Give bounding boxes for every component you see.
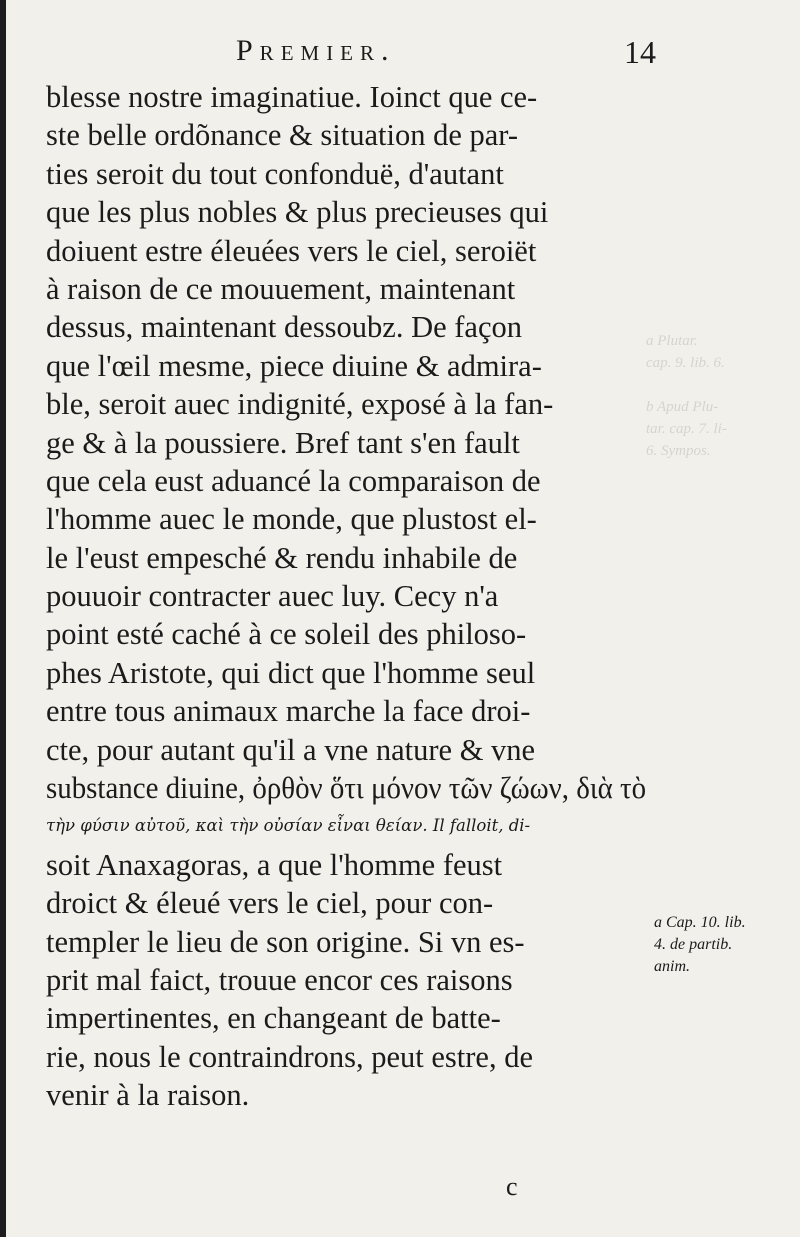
text-line: ge & à la poussiere. Bref tant s'en fault xyxy=(46,425,520,460)
text-line: à raison de ce mouuement, maintenant xyxy=(46,271,516,306)
text-line-greek: τὴν φύσιν αὐτοῦ, καὶ τὴν οὐσίαν εἶναι θείαν. Il falloit, di- xyxy=(46,816,531,836)
main-text xyxy=(46,78,646,1115)
text-line: cte, pour autant qu'il a vne nature & vne xyxy=(46,732,536,767)
text-line: impertinentes, en changeant de batte- xyxy=(46,1001,501,1036)
text-line: pouuoir contracter auec luy. Cecy n'a xyxy=(46,579,499,614)
margin-note: a Cap. 10. lib. xyxy=(654,914,746,931)
running-head: Premier. xyxy=(236,34,396,67)
text-line: entre tous animaux marche la face droi- xyxy=(46,694,531,729)
text-line: templer le lieu de son origine. Si vn es- xyxy=(46,924,525,959)
page-header xyxy=(46,34,656,74)
text-line: substance diuine, ὀρθὸν ὅτι μόνον τῶν ζώων, διὰ τὸ xyxy=(46,771,647,806)
margin-notes xyxy=(654,912,794,978)
text-line: ties seroit du tout confonduë, d'autant xyxy=(46,156,504,191)
text-line: dessus, maintenant dessoubz. De façon xyxy=(46,310,523,345)
book-page xyxy=(6,0,800,1237)
text-line: que cela eust aduancé la comparaison de xyxy=(46,463,541,498)
text-line: soit Anaxagoras, a que l'homme feust xyxy=(46,847,503,882)
text-line: que les plus nobles & plus precieuses qui xyxy=(46,195,549,230)
text-line: blesse nostre imaginatiue. Ioinct que ce- xyxy=(46,80,538,114)
text-line: prit mal faict, trouue encor ces raisons xyxy=(46,962,513,997)
text-line: doiuent estre éleuées vers le ciel, seroiët xyxy=(46,233,537,268)
text-line: le l'eust empesché & rendu inhabile de xyxy=(46,540,518,575)
text-line: que l'œil mesme, piece diuine & admira- xyxy=(46,348,542,383)
text-line: ste belle ordõnance & situation de par- xyxy=(46,118,518,153)
margin-note: 4. de partib. xyxy=(654,936,733,953)
text-line: phes Aristote, qui dict que l'homme seul xyxy=(46,655,536,690)
text-line: point esté caché à ce soleil des philoso- xyxy=(46,617,527,652)
page-number: 14 xyxy=(624,34,656,70)
text-line: l'homme auec le monde, que plustost el- xyxy=(46,502,537,537)
text-line: droict & éleué vers le ciel, pour con- xyxy=(46,886,494,921)
margin-note: anim. xyxy=(654,958,690,975)
text-line: ble, seroit auec indignité, exposé à la fan- xyxy=(46,387,554,422)
signature-mark: c xyxy=(506,1172,518,1201)
show-through-text: a Plutar. cap. 9. lib. 6. b Apud Plu- tar. cap. 7. li- 6. Sympos. xyxy=(646,333,727,459)
text-line: rie, nous le contraindrons, peut estre, de xyxy=(46,1039,534,1074)
text-line: venir à la raison. xyxy=(46,1078,250,1113)
